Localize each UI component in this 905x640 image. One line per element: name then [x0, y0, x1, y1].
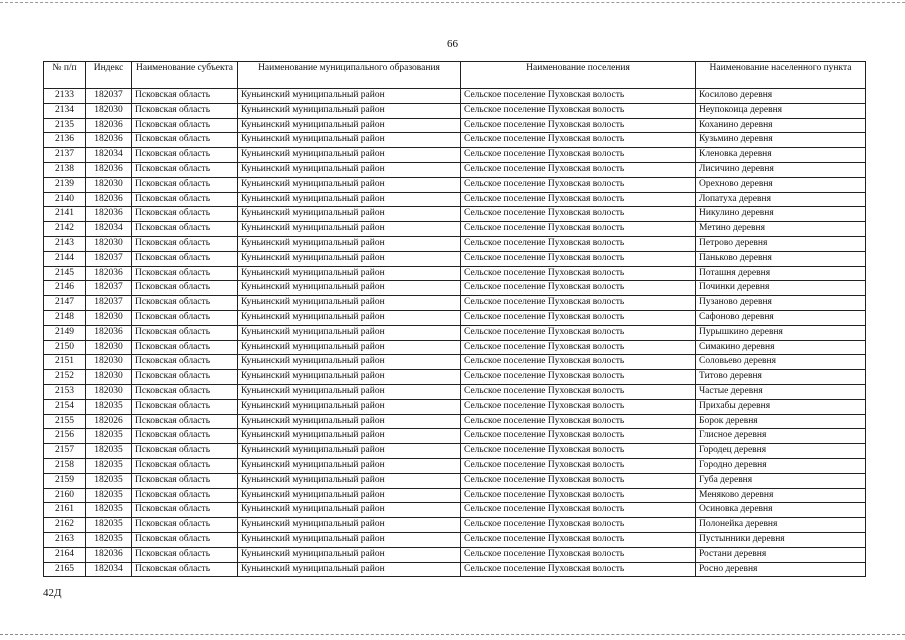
row-locality: Соловьево деревня [696, 355, 866, 370]
row-subject: Псковская область [132, 162, 238, 177]
row-number: 2159 [44, 473, 86, 488]
row-municipality: Куньинский муниципальный район [238, 340, 461, 355]
row-subject: Псковская область [132, 562, 238, 577]
row-number: 2150 [44, 340, 86, 355]
row-municipality: Куньинский муниципальный район [238, 177, 461, 192]
row-locality: Орехново деревня [696, 177, 866, 192]
row-locality: Косилово деревня [696, 89, 866, 104]
row-municipality: Куньинский муниципальный район [238, 236, 461, 251]
row-locality: Полонейка деревня [696, 518, 866, 533]
table-row [44, 370, 866, 385]
row-municipality: Куньинский муниципальный район [238, 118, 461, 133]
table-header [44, 62, 866, 89]
row-settlement: Сельское поселение Пуховская волость [461, 236, 696, 251]
row-municipality: Куньинский муниципальный район [238, 355, 461, 370]
table-body [44, 89, 866, 577]
row-index: 182030 [86, 310, 132, 325]
row-index: 182035 [86, 399, 132, 414]
row-number: 2148 [44, 310, 86, 325]
row-number: 2155 [44, 414, 86, 429]
row-subject: Псковская область [132, 473, 238, 488]
table-row [44, 562, 866, 577]
row-locality: Паньково деревня [696, 251, 866, 266]
row-number: 2163 [44, 532, 86, 547]
row-number: 2133 [44, 89, 86, 104]
row-settlement: Сельское поселение Пуховская волость [461, 207, 696, 222]
row-subject: Псковская область [132, 532, 238, 547]
row-index: 182034 [86, 222, 132, 237]
row-municipality: Куньинский муниципальный район [238, 518, 461, 533]
row-subject: Псковская область [132, 444, 238, 459]
row-municipality: Куньинский муниципальный район [238, 473, 461, 488]
row-subject: Псковская область [132, 355, 238, 370]
row-subject: Псковская область [132, 222, 238, 237]
table-row [44, 414, 866, 429]
row-number: 2143 [44, 236, 86, 251]
row-settlement: Сельское поселение Пуховская волость [461, 532, 696, 547]
row-index: 182030 [86, 384, 132, 399]
row-locality: Починки деревня [696, 281, 866, 296]
row-settlement: Сельское поселение Пуховская волость [461, 133, 696, 148]
row-number: 2154 [44, 399, 86, 414]
table-row [44, 103, 866, 118]
row-settlement: Сельское поселение Пуховская волость [461, 503, 696, 518]
row-locality: Глисное деревня [696, 429, 866, 444]
row-subject: Псковская область [132, 503, 238, 518]
row-subject: Псковская область [132, 207, 238, 222]
table-row [44, 310, 866, 325]
row-index: 182034 [86, 562, 132, 577]
row-subject: Псковская область [132, 547, 238, 562]
row-municipality: Куньинский муниципальный район [238, 89, 461, 104]
row-locality: Неупокоица деревня [696, 103, 866, 118]
row-locality: Кленовка деревня [696, 148, 866, 163]
table-row [44, 518, 866, 533]
row-settlement: Сельское поселение Пуховская волость [461, 547, 696, 562]
row-locality: Петрово деревня [696, 236, 866, 251]
row-number: 2139 [44, 177, 86, 192]
row-subject: Псковская область [132, 399, 238, 414]
row-settlement: Сельское поселение Пуховская волость [461, 310, 696, 325]
row-municipality: Куньинский муниципальный район [238, 325, 461, 340]
row-locality: Осиновка деревня [696, 503, 866, 518]
row-number: 2146 [44, 281, 86, 296]
row-municipality: Куньинский муниципальный район [238, 266, 461, 281]
row-number: 2138 [44, 162, 86, 177]
settlements-table [43, 61, 866, 577]
row-number: 2136 [44, 133, 86, 148]
row-subject: Псковская область [132, 177, 238, 192]
row-number: 2162 [44, 518, 86, 533]
table-row [44, 177, 866, 192]
row-settlement: Сельское поселение Пуховская волость [461, 266, 696, 281]
row-index: 182036 [86, 207, 132, 222]
table-row [44, 547, 866, 562]
row-index: 182036 [86, 547, 132, 562]
row-settlement: Сельское поселение Пуховская волость [461, 325, 696, 340]
row-municipality: Куньинский муниципальный район [238, 192, 461, 207]
page-number: 66 [447, 38, 458, 50]
row-index: 182035 [86, 488, 132, 503]
row-subject: Псковская область [132, 518, 238, 533]
footer-code: 42Д [43, 587, 62, 599]
row-municipality: Куньинский муниципальный район [238, 370, 461, 385]
row-index: 182035 [86, 473, 132, 488]
row-index: 182030 [86, 340, 132, 355]
table-row [44, 458, 866, 473]
header-subject: Наименование субъекта [132, 62, 238, 89]
table-row [44, 399, 866, 414]
row-subject: Псковская область [132, 370, 238, 385]
row-subject: Псковская область [132, 429, 238, 444]
row-locality: Прихабы деревня [696, 399, 866, 414]
header-locality: Наименование населенного пункта [696, 62, 866, 89]
row-municipality: Куньинский муниципальный район [238, 562, 461, 577]
row-municipality: Куньинский муниципальный район [238, 414, 461, 429]
row-index: 182037 [86, 281, 132, 296]
row-locality: Пустынники деревня [696, 532, 866, 547]
table-row [44, 236, 866, 251]
scan-edge-bottom [0, 634, 905, 635]
row-subject: Псковская область [132, 89, 238, 104]
row-index: 182036 [86, 118, 132, 133]
table-row [44, 89, 866, 104]
row-municipality: Куньинский муниципальный район [238, 281, 461, 296]
row-settlement: Сельское поселение Пуховская волость [461, 281, 696, 296]
row-municipality: Куньинский муниципальный район [238, 399, 461, 414]
table-row [44, 266, 866, 281]
row-number: 2141 [44, 207, 86, 222]
row-locality: Метино деревня [696, 222, 866, 237]
row-settlement: Сельское поселение Пуховская волость [461, 488, 696, 503]
row-settlement: Сельское поселение Пуховская волость [461, 296, 696, 311]
row-index: 182035 [86, 532, 132, 547]
row-subject: Псковская область [132, 281, 238, 296]
table-row [44, 281, 866, 296]
row-settlement: Сельское поселение Пуховская волость [461, 399, 696, 414]
row-index: 182035 [86, 518, 132, 533]
row-number: 2142 [44, 222, 86, 237]
row-index: 182036 [86, 192, 132, 207]
row-number: 2156 [44, 429, 86, 444]
row-settlement: Сельское поселение Пуховская волость [461, 177, 696, 192]
table-row [44, 325, 866, 340]
row-subject: Псковская область [132, 384, 238, 399]
table-row [44, 532, 866, 547]
row-subject: Псковская область [132, 296, 238, 311]
row-number: 2164 [44, 547, 86, 562]
row-number: 2137 [44, 148, 86, 163]
row-locality: Губа деревня [696, 473, 866, 488]
row-subject: Псковская область [132, 340, 238, 355]
row-number: 2145 [44, 266, 86, 281]
row-settlement: Сельское поселение Пуховская волость [461, 562, 696, 577]
row-index: 182030 [86, 177, 132, 192]
row-settlement: Сельское поселение Пуховская волость [461, 384, 696, 399]
row-municipality: Куньинский муниципальный район [238, 251, 461, 266]
row-municipality: Куньинский муниципальный район [238, 458, 461, 473]
row-subject: Псковская область [132, 236, 238, 251]
row-number: 2147 [44, 296, 86, 311]
row-number: 2158 [44, 458, 86, 473]
row-index: 182026 [86, 414, 132, 429]
row-municipality: Куньинский муниципальный район [238, 103, 461, 118]
row-index: 182035 [86, 458, 132, 473]
row-locality: Поташня деревня [696, 266, 866, 281]
row-municipality: Куньинский муниципальный район [238, 532, 461, 547]
row-index: 182037 [86, 89, 132, 104]
row-municipality: Куньинский муниципальный район [238, 207, 461, 222]
row-number: 2153 [44, 384, 86, 399]
row-locality: Пузаново деревня [696, 296, 866, 311]
row-municipality: Куньинский муниципальный район [238, 444, 461, 459]
row-locality: Никулино деревня [696, 207, 866, 222]
row-subject: Псковская область [132, 266, 238, 281]
row-index: 182035 [86, 429, 132, 444]
row-number: 2165 [44, 562, 86, 577]
row-settlement: Сельское поселение Пуховская волость [461, 118, 696, 133]
row-municipality: Куньинский муниципальный район [238, 162, 461, 177]
table-row [44, 148, 866, 163]
row-subject: Псковская область [132, 133, 238, 148]
header-index: Индекс [86, 62, 132, 89]
row-locality: Лопатуха деревня [696, 192, 866, 207]
row-index: 182035 [86, 444, 132, 459]
row-index: 182037 [86, 296, 132, 311]
row-locality: Городец деревня [696, 444, 866, 459]
row-municipality: Куньинский муниципальный район [238, 429, 461, 444]
scan-edge-top [0, 2, 905, 3]
row-subject: Псковская область [132, 192, 238, 207]
header-municipality: Наименование муниципального образования [238, 62, 461, 89]
row-locality: Симакино деревня [696, 340, 866, 355]
header-row [44, 62, 866, 89]
row-municipality: Куньинский муниципальный район [238, 384, 461, 399]
row-number: 2135 [44, 118, 86, 133]
row-locality: Коханино деревня [696, 118, 866, 133]
row-subject: Псковская область [132, 118, 238, 133]
row-settlement: Сельское поселение Пуховская волость [461, 355, 696, 370]
row-municipality: Куньинский муниципальный район [238, 547, 461, 562]
row-index: 182030 [86, 103, 132, 118]
row-subject: Псковская область [132, 103, 238, 118]
row-index: 182036 [86, 162, 132, 177]
row-index: 182034 [86, 148, 132, 163]
row-municipality: Куньинский муниципальный район [238, 133, 461, 148]
row-settlement: Сельское поселение Пуховская волость [461, 192, 696, 207]
row-settlement: Сельское поселение Пуховская волость [461, 458, 696, 473]
row-subject: Псковская область [132, 414, 238, 429]
row-locality: Росно деревня [696, 562, 866, 577]
table-row [44, 251, 866, 266]
row-settlement: Сельское поселение Пуховская волость [461, 370, 696, 385]
row-locality: Кузьмино деревня [696, 133, 866, 148]
row-locality: Борок деревня [696, 414, 866, 429]
row-subject: Псковская область [132, 325, 238, 340]
row-locality: Титово деревня [696, 370, 866, 385]
row-number: 2161 [44, 503, 86, 518]
row-municipality: Куньинский муниципальный район [238, 148, 461, 163]
row-settlement: Сельское поселение Пуховская волость [461, 222, 696, 237]
table-row [44, 473, 866, 488]
row-settlement: Сельское поселение Пуховская волость [461, 251, 696, 266]
row-index: 182030 [86, 370, 132, 385]
row-locality: Частые деревня [696, 384, 866, 399]
row-settlement: Сельское поселение Пуховская волость [461, 148, 696, 163]
row-settlement: Сельское поселение Пуховская волость [461, 518, 696, 533]
row-locality: Пурышкино деревня [696, 325, 866, 340]
row-index: 182030 [86, 236, 132, 251]
row-index: 182035 [86, 503, 132, 518]
row-index: 182036 [86, 133, 132, 148]
row-settlement: Сельское поселение Пуховская волость [461, 444, 696, 459]
row-settlement: Сельское поселение Пуховская волость [461, 103, 696, 118]
table-row [44, 384, 866, 399]
row-number: 2144 [44, 251, 86, 266]
row-number: 2134 [44, 103, 86, 118]
row-municipality: Куньинский муниципальный район [238, 503, 461, 518]
row-index: 182037 [86, 251, 132, 266]
row-settlement: Сельское поселение Пуховская волость [461, 340, 696, 355]
row-number: 2140 [44, 192, 86, 207]
row-number: 2149 [44, 325, 86, 340]
row-number: 2157 [44, 444, 86, 459]
table-row [44, 444, 866, 459]
row-subject: Псковская область [132, 310, 238, 325]
row-settlement: Сельское поселение Пуховская волость [461, 473, 696, 488]
row-settlement: Сельское поселение Пуховская волость [461, 414, 696, 429]
row-locality: Городно деревня [696, 458, 866, 473]
row-number: 2160 [44, 488, 86, 503]
table-row [44, 222, 866, 237]
header-settlement: Наименование поселения [461, 62, 696, 89]
row-index: 182036 [86, 266, 132, 281]
row-municipality: Куньинский муниципальный район [238, 310, 461, 325]
row-locality: Ростани деревня [696, 547, 866, 562]
row-municipality: Куньинский муниципальный район [238, 296, 461, 311]
row-subject: Псковская область [132, 458, 238, 473]
table-row [44, 355, 866, 370]
row-settlement: Сельское поселение Пуховская волость [461, 89, 696, 104]
table-row [44, 429, 866, 444]
row-municipality: Куньинский муниципальный район [238, 222, 461, 237]
row-subject: Псковская область [132, 488, 238, 503]
table-row [44, 192, 866, 207]
header-number: № п/п [44, 62, 86, 89]
row-settlement: Сельское поселение Пуховская волость [461, 162, 696, 177]
row-subject: Псковская область [132, 251, 238, 266]
row-number: 2151 [44, 355, 86, 370]
table-row [44, 133, 866, 148]
table-row [44, 340, 866, 355]
row-locality: Лисичино деревня [696, 162, 866, 177]
table-row [44, 207, 866, 222]
row-municipality: Куньинский муниципальный район [238, 488, 461, 503]
table-row [44, 162, 866, 177]
table-row [44, 296, 866, 311]
table-row [44, 488, 866, 503]
row-index: 182036 [86, 325, 132, 340]
row-subject: Псковская область [132, 148, 238, 163]
row-index: 182030 [86, 355, 132, 370]
row-number: 2152 [44, 370, 86, 385]
row-settlement: Сельское поселение Пуховская волость [461, 429, 696, 444]
table-row [44, 503, 866, 518]
row-locality: Меняково деревня [696, 488, 866, 503]
row-locality: Сафоново деревня [696, 310, 866, 325]
table-row [44, 118, 866, 133]
